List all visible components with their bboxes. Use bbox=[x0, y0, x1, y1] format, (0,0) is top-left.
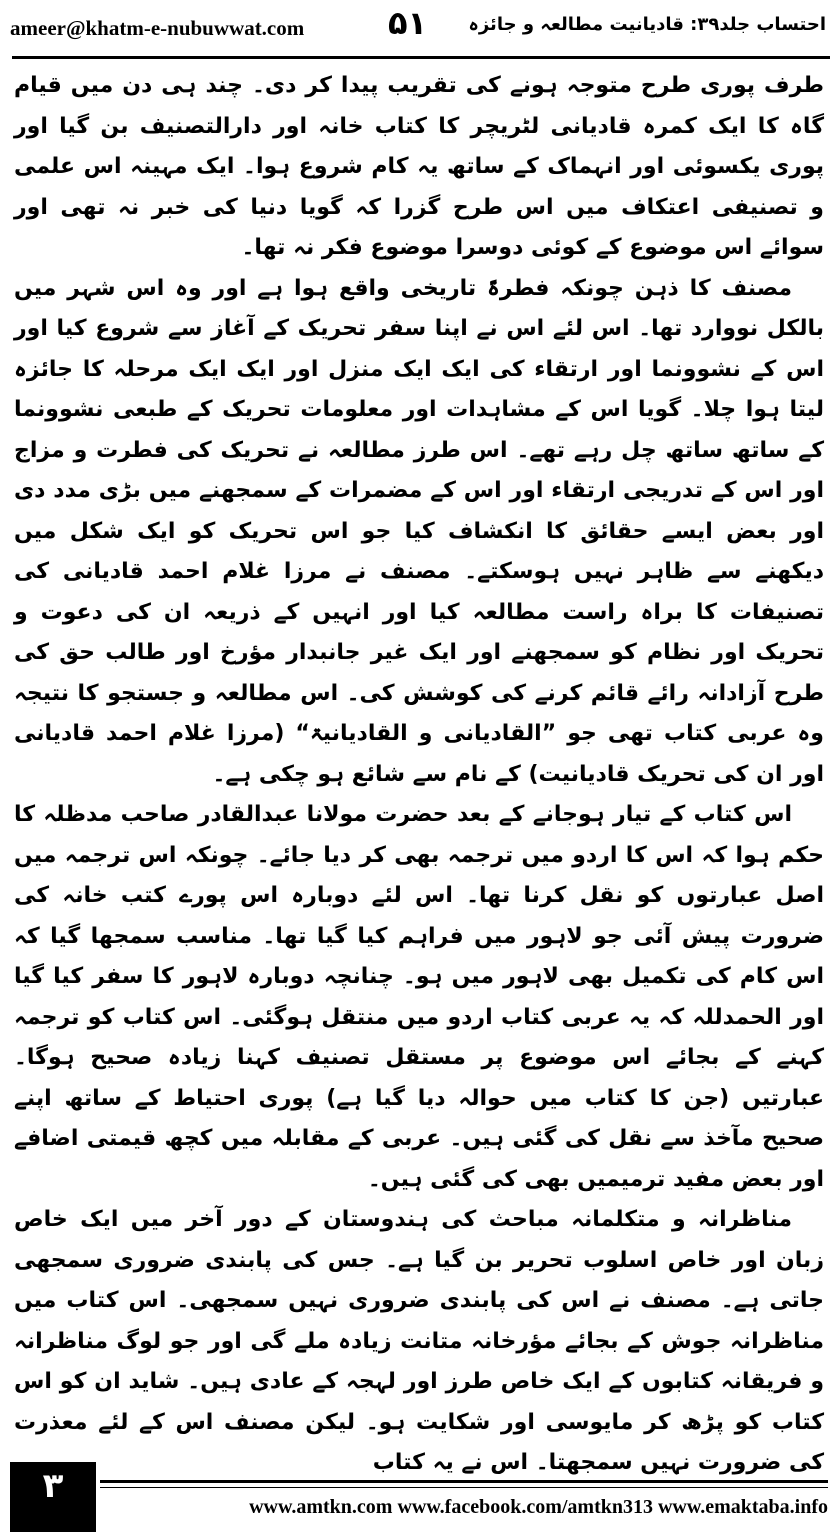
footer-page-number: ۳ bbox=[42, 1466, 64, 1506]
paragraph-2: مصنف کا ذہن چونکہ فطرۃً تاریخی واقع ہوا ہے اور وہ اس شہر میں بالکل نووارد تھا۔ اس لئے اس نے اپنا سفر تحریک کے آغاز سے شروع کیا اور اس کے نشوونما اور ارتقاء کی ایک ایک منزل اور ایک ایک مرحلہ کا جائزہ لیتا ہوا چلا۔ گویا اس کے مشاہدات اور معلومات تحریک کے طبعی نشوونما کے ساتھ ساتھ چل رہے تھے۔ اس طرز مطالعہ نے تحریک کی فطرت و مزاج اور اس کے تدریجی ارتقاء اور اس کے مضمرات کے سمجھنے میں بڑی مدد دی اور بعض ایسے حقائق کا انکشاف کیا جو اس تحریک کو ایک شکل میں دیکھنے سے ظاہر نہیں ہوسکتے۔ مصنف نے مرزا غلام احمد قادیانی کی تصنیفات کا براہ راست مطالعہ کیا اور انہیں کے ذریعہ ان کی دعوت و تحریک اور نظام کو سمجھنے اور ایک غیر جانبدار مؤرخ اور طالب حق کی طرح آزادانہ رائے قائم کرنے کی کوشش کی۔ اس مطالعہ و جستجو کا نتیجہ وہ عربی کتاب تھی جو ”القادیانی و القادیانیۃ“ (مرزا غلام احمد قادیانی اور ان کی تحریک قادیانیت) کے نام سے شائع ہو چکی ہے۔ bbox=[14, 275, 824, 787]
page-footer bbox=[0, 1456, 840, 1540]
header-email: ameer@khatm-e-nubuwwat.com bbox=[10, 16, 305, 40]
footer-divider-thin bbox=[100, 1487, 828, 1488]
paragraph-3: اس کتاب کے تیار ہوجانے کے بعد حضرت مولانا عبدالقادر صاحب مدظلہ کا حکم ہوا کہ اس کا اردو میں ترجمہ بھی کر دیا جائے۔ چونکہ اس ترجمہ میں اصل عبارتوں کو نقل کرنا تھا۔ اس لئے دوبارہ اس پورے کتب خانہ کی ضرورت پیش آئی جو لاہور میں فراہم کیا گیا تھا۔ مناسب سمجھا گیا کہ اس کام کی تکمیل بھی لاہور میں ہو۔ چنانچہ دوبارہ لاہور کا سفر کیا گیا اور الحمدللہ کہ یہ عربی کتاب اردو میں منتقل ہوگئی۔ اس کتاب کو ترجمہ کہنے کے بجائے اس موضوع پر مستقل تصنیف کہنا زیادہ صحیح ہوگا۔ عبارتیں (جن کا کتاب میں حوالہ دیا گیا ہے) پوری احتیاط کے ساتھ اپنے صحیح مآخذ سے نقل کی گئی ہیں۔ عربی کے مقابلہ میں کچھ قیمتی اضافے اور بعض مفید ترمیمیں بھی کی گئی ہیں۔ bbox=[14, 802, 824, 1192]
header-divider bbox=[12, 56, 830, 59]
footer-links: www.amtkn.com www.facebook.com/amtkn313 www.emaktaba.info bbox=[249, 1496, 828, 1518]
paragraph-4: مناظرانہ و متکلمانہ مباحث کی ہندوستان کے دور آخر میں ایک خاص زبان اور خاص اسلوب تحریر بن گیا ہے۔ جس کی پابندی ضروری سمجھی جاتی ہے۔ مصنف نے اس کی پابندی ضروری نہیں سمجھی۔ اس کتاب میں مناظرانہ جوش کے بجائے مؤرخانہ متانت زیادہ ملے گی اور جو لوگ مناظرانہ و فریقانہ کتابوں کے ایک خاص طرز اور لہجہ کے عادی ہیں۔ شاید ان کو اس کتاب کو پڑھ کر مایوسی اور شکایت ہو۔ لیکن مصنف اس کے لئے معذرت کی ضرورت نہیں سمجھتا۔ اس نے یہ کتاب bbox=[14, 1207, 824, 1475]
header-book-title: احتساب جلد۳۹: قادیانیت مطالعہ و جائزہ bbox=[468, 14, 826, 35]
body-text bbox=[14, 66, 824, 1475]
paragraph-1: طرف پوری طرح متوجہ ہونے کی تقریب پیدا کر دی۔ چند ہی دن میں قیام گاہ کا ایک کمرہ قادیانی لٹریچر کا کتاب خانہ اور دارالتصنیف بن گیا اور پوری یکسوئی اور انہماک کے ساتھ یہ کام شروع ہوا۔ ایک مہینہ اس علمی و تصنیفی اعتکاف میں اس طرح گزرا کہ گویا دنیا کی خبر نہ تھی اور سوائے اس موضوع کے کوئی دوسرا موضوع فکر نہ تھا۔ bbox=[14, 73, 824, 260]
header-page-number: ۵۱ bbox=[388, 4, 428, 42]
footer-page-tab bbox=[10, 1462, 96, 1532]
footer-divider bbox=[100, 1480, 828, 1483]
page-header bbox=[0, 0, 840, 62]
